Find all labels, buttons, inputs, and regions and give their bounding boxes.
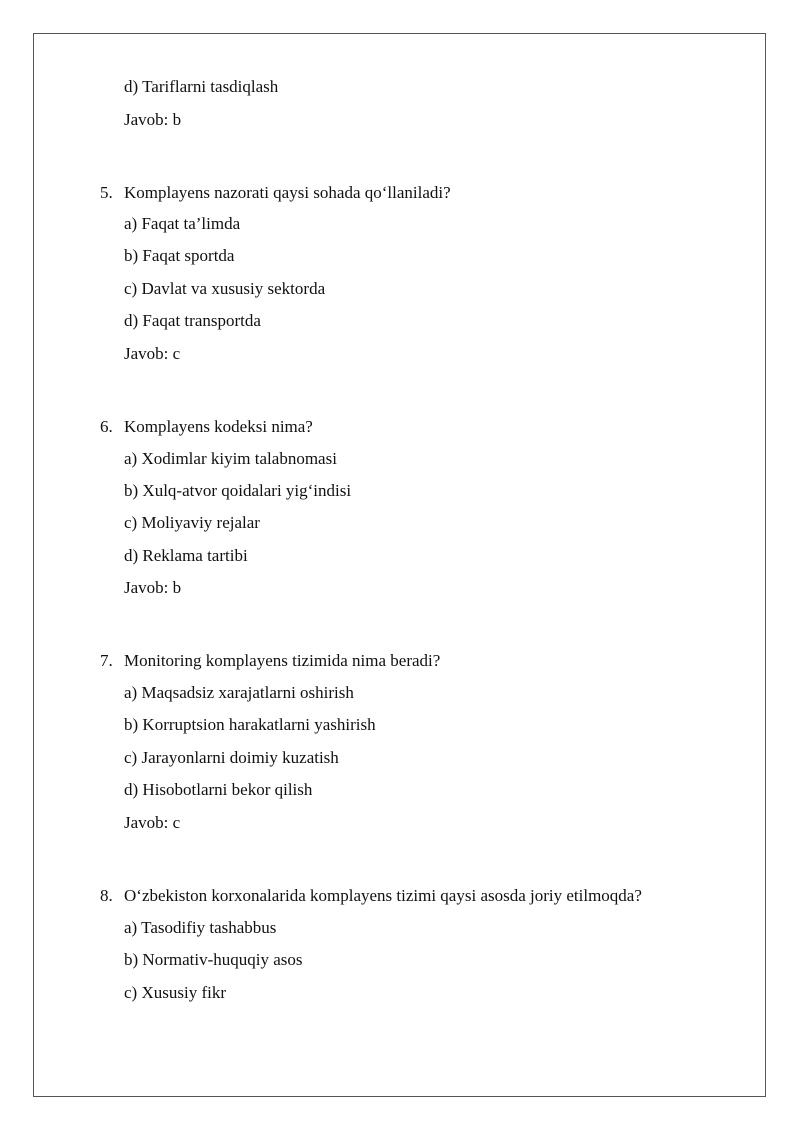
option-b: b) Korruptsion harakatlarni yashirish [124, 715, 376, 734]
question-number: 7. [100, 651, 113, 670]
option-b: b) Xulq-atvor qoidalari yig‘indisi [124, 481, 352, 500]
option-c: c) Xususiy fikr [124, 983, 226, 1002]
question-text: Komplayens kodeksi nima? [124, 417, 313, 436]
option-c: c) Davlat va xususiy sektorda [124, 279, 326, 298]
answer-line: Javob: b [124, 578, 182, 597]
option-b: b) Faqat sportda [124, 246, 235, 265]
question-text: O‘zbekiston korxonalarida komplayens tizimi qaysi asosda joriy etilmoqda? [124, 886, 642, 905]
option-d: d) Reklama tartibi [124, 546, 248, 565]
answer-line: Javob: c [124, 813, 181, 832]
option-a: a) Maqsadsiz xarajatlarni oshirish [124, 683, 354, 702]
option-a: a) Tasodifiy tashabbus [124, 918, 277, 937]
question-number: 6. [100, 417, 113, 436]
answer-line: Javob: b [124, 110, 182, 129]
option-c: c) Jarayonlarni doimiy kuzatish [124, 748, 339, 767]
option-c: c) Moliyaviy rejalar [124, 513, 260, 532]
option-a: a) Xodimlar kiyim talabnomasi [124, 449, 337, 468]
question-text: Monitoring komplayens tizimida nima beradi? [124, 651, 441, 670]
option-d: d) Faqat transportda [124, 311, 261, 330]
answer-line: Javob: c [124, 344, 181, 363]
option-b: b) Normativ-huquqiy asos [124, 950, 303, 969]
option-d: d) Tariflarni tasdiqlash [124, 77, 279, 96]
option-d: d) Hisobotlarni bekor qilish [124, 780, 313, 799]
question-text: Komplayens nazorati qaysi sohada qo‘llaniladi? [124, 183, 451, 202]
question-number: 8. [100, 886, 113, 905]
question-number: 5. [100, 183, 113, 202]
option-a: a) Faqat ta’limda [124, 214, 241, 233]
